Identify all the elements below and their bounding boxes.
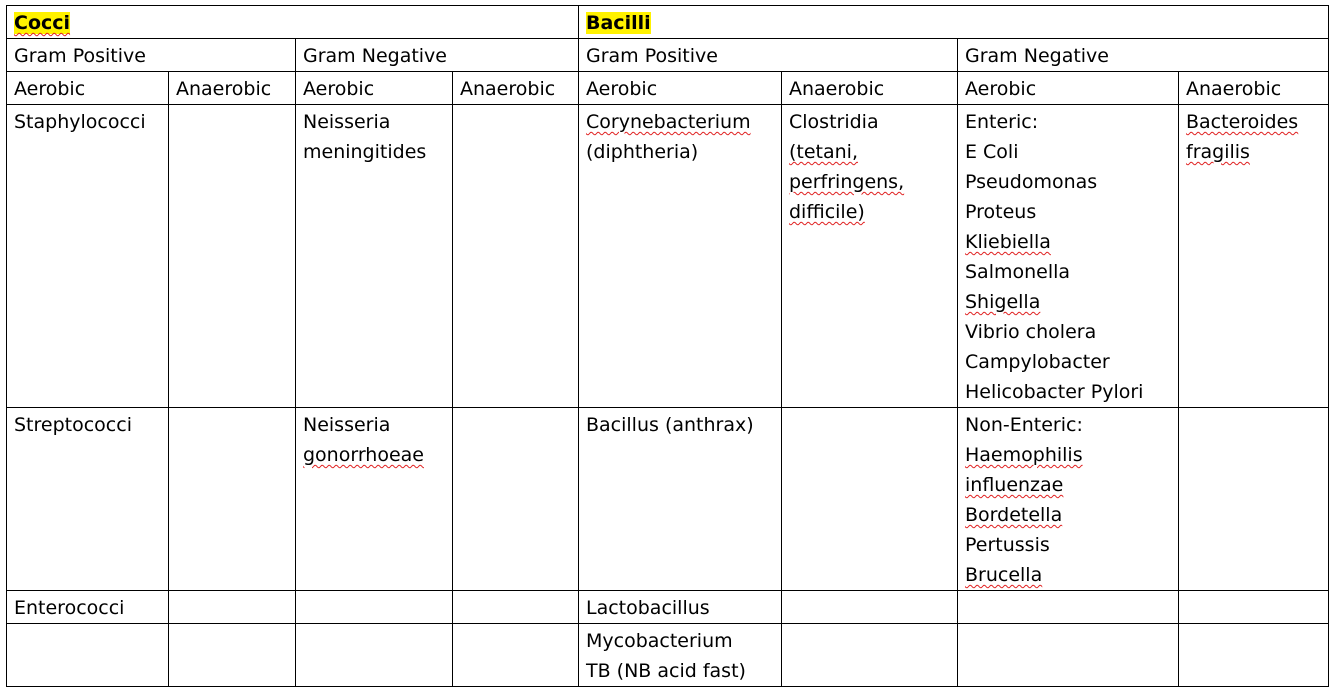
cocci-header: Cocci (14, 12, 71, 34)
cocci-gn-anaerobic-header: Anaerobic (453, 72, 579, 105)
cell-line: Clostridia (789, 111, 879, 133)
cell-line: meningitides (303, 141, 427, 163)
cell-line (1186, 107, 1321, 137)
table-cell (169, 408, 296, 591)
table-cell (1179, 591, 1329, 624)
table-cell (579, 105, 782, 408)
cell-line: Mycobacterium (586, 630, 733, 652)
cell-line: Salmonella (965, 261, 1071, 283)
cell-line: Streptococci (14, 414, 132, 436)
header-row-oxygen (7, 72, 1329, 105)
cell-line: Enteric: (965, 111, 1039, 133)
cocci-gp-anaerobic-header: Anaerobic (169, 72, 296, 105)
cell-line: TB (NB acid fast) (586, 660, 746, 682)
spellcheck-word: (tetani, (789, 141, 859, 163)
table-cell (7, 591, 169, 624)
table-cell (958, 624, 1179, 687)
table-cell (453, 624, 579, 687)
spellcheck-word: Corynebacterium (586, 111, 751, 133)
spellcheck-word: perfringens, (789, 171, 905, 193)
bacilli-header: Bacilli (586, 12, 651, 34)
table-cell (7, 624, 169, 687)
table-row (7, 624, 1329, 687)
table-cell (169, 624, 296, 687)
cell-line (789, 167, 950, 197)
bacilli-gn-anaerobic-header: Anaerobic (1179, 72, 1329, 105)
cell-line: E Coli (965, 141, 1019, 163)
table-cell (782, 408, 958, 591)
table-cell (782, 105, 958, 408)
cell-line: Helicobacter Pylori (965, 381, 1144, 403)
table-cell (579, 624, 782, 687)
table-cell (579, 408, 782, 591)
spellcheck-word: fragilis (1186, 141, 1250, 163)
table-cell (782, 591, 958, 624)
spellcheck-word: influenzae (965, 474, 1064, 496)
spellcheck-word: Brucella (965, 564, 1043, 586)
spellcheck-word: Bordetella (965, 504, 1063, 526)
table-cell (453, 591, 579, 624)
table-cell (958, 408, 1179, 591)
cell-line: Bacillus (anthrax) (586, 414, 754, 436)
cell-line (1186, 137, 1321, 167)
table-cell (296, 408, 453, 591)
header-row-shape (7, 6, 1329, 39)
cell-line (965, 287, 1171, 317)
table-cell (958, 105, 1179, 408)
cell-line: Lactobacillus (586, 597, 710, 619)
table-cell (1179, 624, 1329, 687)
cell-line: Campylobacter (965, 351, 1110, 373)
bacilli-gram-negative-header: Gram Negative (958, 39, 1329, 72)
table-row (7, 408, 1329, 591)
spellcheck-word: Haemophilis (965, 444, 1083, 466)
bacteria-classification-table (6, 5, 1329, 687)
cell-line (965, 560, 1171, 590)
cell-line: Vibrio cholera (965, 321, 1097, 343)
table-row (7, 591, 1329, 624)
cell-line: (diphtheria) (586, 141, 699, 163)
cell-line (789, 137, 950, 167)
cell-line: Enterococci (14, 597, 125, 619)
cocci-header-cell (7, 6, 579, 39)
bacilli-header-cell (579, 6, 1329, 39)
cell-line: Staphylococci (14, 111, 146, 133)
cell-line: Neisseria (303, 111, 391, 133)
table-cell (453, 105, 579, 408)
cocci-gram-positive-header: Gram Positive (7, 39, 296, 72)
header-row-gram (7, 39, 1329, 72)
cell-line: Proteus (965, 201, 1037, 223)
cell-line (965, 227, 1171, 257)
table-cell (579, 591, 782, 624)
spellcheck-word: gonorrhoeae (303, 444, 424, 466)
table-cell (453, 408, 579, 591)
cell-line: Non-Enteric: (965, 414, 1083, 436)
spellcheck-word: Kliebiella (965, 231, 1051, 253)
table-cell (1179, 408, 1329, 591)
bacilli-gp-anaerobic-header: Anaerobic (782, 72, 958, 105)
cocci-gram-negative-header: Gram Negative (296, 39, 579, 72)
table-cell (296, 105, 453, 408)
cocci-gn-aerobic-header: Aerobic (296, 72, 453, 105)
cell-line (965, 470, 1171, 500)
cell-line (586, 107, 774, 137)
table-cell (296, 624, 453, 687)
table-cell (1179, 105, 1329, 408)
cell-line (965, 500, 1171, 530)
cell-line: Pseudomonas (965, 171, 1098, 193)
table-cell (958, 591, 1179, 624)
cell-line: Pertussis (965, 534, 1050, 556)
table-cell (169, 105, 296, 408)
bacilli-gn-aerobic-header: Aerobic (958, 72, 1179, 105)
table-cell (7, 105, 169, 408)
spellcheck-word: Shigella (965, 291, 1041, 313)
table-cell (169, 591, 296, 624)
spellcheck-word: Bacteroides (1186, 111, 1299, 133)
bacilli-gram-positive-header: Gram Positive (579, 39, 958, 72)
spellcheck-word: difficile) (789, 201, 865, 223)
bacilli-gp-aerobic-header: Aerobic (579, 72, 782, 105)
cocci-gp-aerobic-header: Aerobic (7, 72, 169, 105)
table-cell (296, 591, 453, 624)
cell-line (789, 197, 950, 227)
table-cell (7, 408, 169, 591)
cell-line (303, 440, 445, 470)
table-row (7, 105, 1329, 408)
cell-line: Neisseria (303, 414, 391, 436)
document-page (6, 5, 1329, 687)
table-cell (782, 624, 958, 687)
cell-line (965, 440, 1171, 470)
